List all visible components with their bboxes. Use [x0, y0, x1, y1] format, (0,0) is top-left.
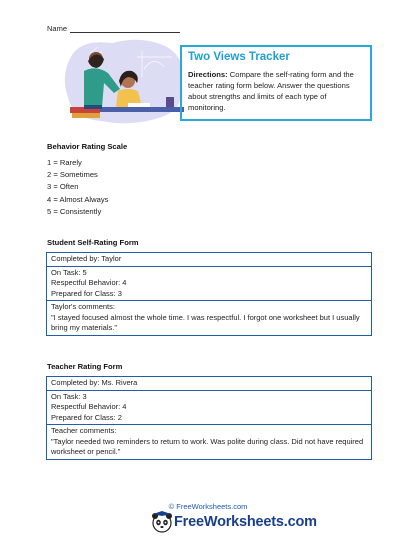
teacher-form-table — [46, 376, 372, 460]
directions-label: Directions: — [188, 70, 228, 79]
panda-icon — [150, 511, 174, 533]
student-rating-row: Prepared for Class: 3 — [51, 288, 122, 298]
scale-item: 3 = Often — [47, 182, 79, 192]
student-rating-row: Respectful Behavior: 4 — [51, 278, 127, 287]
teacher-rating-row: Prepared for Class: 2 — [51, 412, 122, 422]
student-completed-by: Completed by: Taylor — [47, 253, 371, 267]
teacher-rating-row: Respectful Behavior: 4 — [51, 402, 127, 411]
rating-scale-list — [47, 157, 108, 218]
student-rating-row: On Task: 5 — [51, 267, 87, 277]
teacher-form-heading: Teacher Rating Form — [47, 362, 123, 371]
paper — [128, 103, 150, 107]
directions — [188, 69, 364, 113]
scale-item: 4 = Almost Always — [47, 194, 109, 204]
logo-text — [174, 514, 317, 530]
logo-worksheets: Worksheets — [203, 514, 284, 530]
teacher-student-illustration — [62, 37, 187, 125]
teacher-completed-by: Completed by: Ms. Rivera — [47, 377, 371, 391]
student-ratings — [47, 267, 371, 302]
name-input-line[interactable] — [70, 25, 180, 33]
teacher-ratings — [47, 391, 371, 426]
logo-free: Free — [174, 514, 204, 530]
desk — [96, 107, 184, 112]
logo-com: .com — [283, 514, 317, 530]
teacher-comments-label: Teacher comments: — [51, 426, 117, 435]
name-row — [47, 24, 180, 33]
rating-scale-heading: Behavior Rating Scale — [47, 142, 128, 151]
student-comments-text: "I stayed focused almost the whole time. I was respectful. I forgot one worksheet but I usually bring my materials." — [51, 312, 360, 332]
student-form-table — [46, 252, 372, 336]
scale-item: 5 = Consistently — [47, 206, 102, 216]
student-form-heading: Student Self-Rating Form — [47, 238, 139, 247]
student-comments-cell — [47, 301, 371, 335]
name-label: Name — [47, 24, 68, 33]
scale-item: 2 = Sometimes — [47, 170, 98, 180]
teacher-rating-row: On Task: 3 — [51, 391, 87, 401]
directions-text: Compare the self-rating form and the teacher rating form below. Answer the questions about strengths and limits of each type of monitoring. — [188, 70, 354, 112]
worksheet-title: Two Views Tracker — [188, 51, 290, 63]
title-box — [180, 45, 372, 121]
site-logo[interactable] — [150, 511, 317, 533]
teacher-comments-cell — [47, 425, 371, 459]
scale-item: 1 = Rarely — [47, 158, 82, 167]
teacher-comments-text: "Taylor needed two reminders to return to work. Was polite during class. Did not have required worksheet or pencil." — [51, 436, 364, 456]
student-comments-label: Taylor's comments: — [51, 302, 115, 311]
pencil-cup — [166, 97, 174, 107]
footer-url-link[interactable]: © FreeWorksheets.com — [168, 502, 248, 511]
